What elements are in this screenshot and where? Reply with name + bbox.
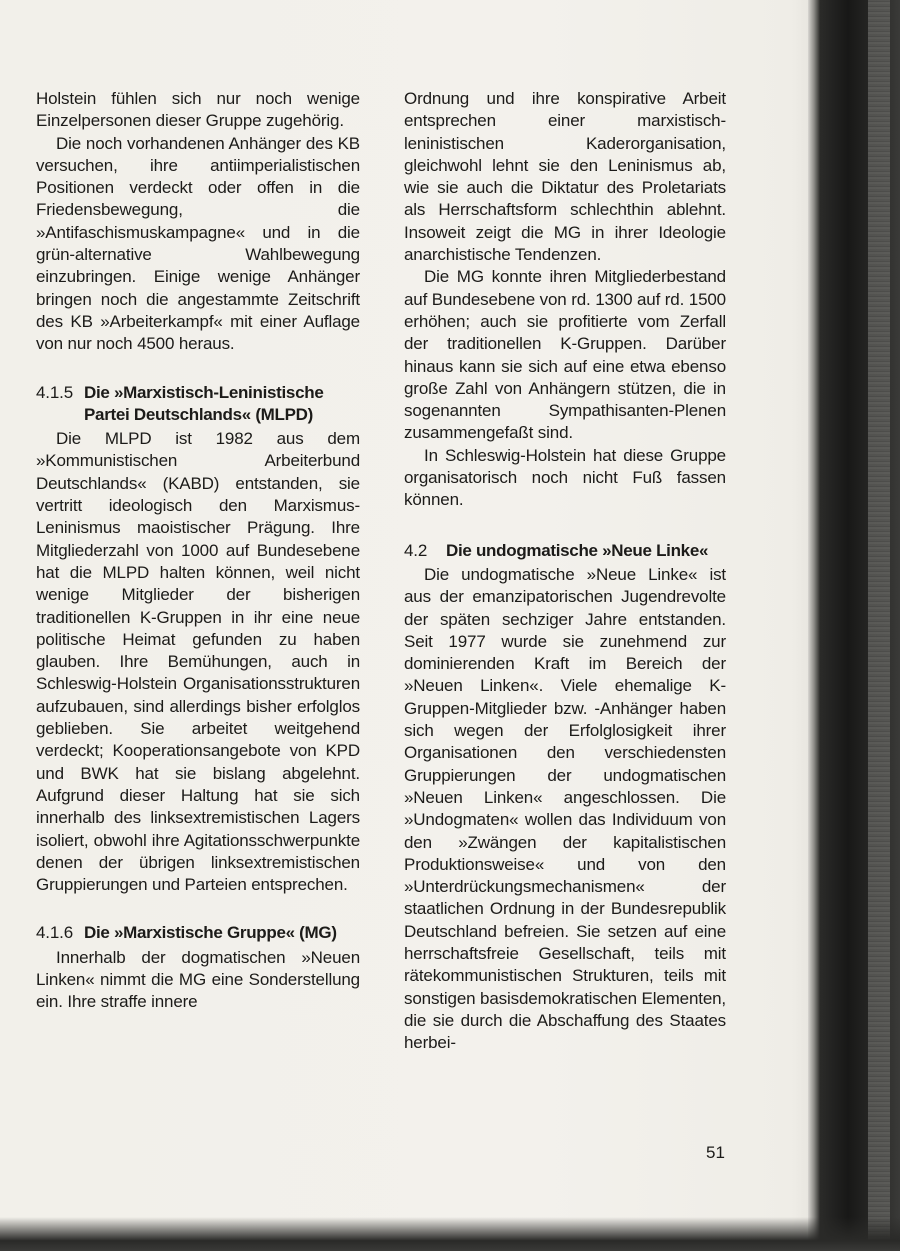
bottom-shadow: [0, 1217, 900, 1251]
section-heading-4-1-6: [36, 922, 360, 944]
paragraph: Innerhalb der dogmatischen »Neuen Linken« nimmt die MG eine Sonderstellung ein. Ihre straffe innere: [36, 947, 360, 1012]
section-heading-4-2: [404, 540, 726, 562]
section-title: Die »Marxistische Gruppe« (MG): [84, 923, 337, 943]
right-column: [404, 88, 726, 1054]
paragraph: Die noch vorhandenen Anhänger des KB versuchen, ihre antiimperialistischen Positionen verdeckt oder offen in die Friedensbewegung, die »Antifaschismuskampagne« und in die grün-alternative Wahlbewegung einzubringen. Einige wenige Anhänger bringen noch die angestammte Zeitschrift des KB »Arbeiterkampf« mit einer Auflage von nur noch 4500 heraus.: [36, 133, 360, 354]
paragraph: In Schleswig-Holstein hat diese Gruppe organisatorisch noch nicht Fuß fassen können.: [404, 445, 726, 510]
paragraph: Die undogmatische »Neue Linke« ist aus der emanzipatorischen Jugendrevolte der späten sechziger Jahre entstanden. Seit 1977 wurde sie zunehmend zur dominierenden Kraft im Bereich der »Neuen Linken«. Viele ehemalige K-Gruppen-Mitglieder bzw. -Anhänger haben sich wegen der Erfolglosigkeit ihrer Organisationen den verschiedensten Gruppierungen der undogmatischen »Neuen Linken« angeschlossen. Die »Undogmaten« wollen das Individuum von den »Zwängen der kapitalistischen Produktionsweise« und von den »Unterdrückungsmechanismen« der staatlichen Ordnung in der Bundesrepublik Deutschland befreien. Sie setzen auf eine herrschaftsfreie Gesellschaft, teils mit rätekommunistischen Strukturen, teils mit sonstigen basisdemokratischen Elementen, die sie durch die Abschaffung des Staates herbei-: [404, 564, 726, 1053]
section-title: Die »Marxistisch-Leninistische Partei Deutschlands« (MLPD): [84, 382, 324, 424]
section-number: 4.2: [404, 540, 428, 560]
book-spine-shadow: [808, 0, 900, 1251]
left-column: [36, 88, 360, 1014]
paragraph: Die MLPD ist 1982 aus dem »Kommunistischen Arbeiterbund Deutschlands« (KABD) entstanden, sie vertritt ideologisch den Marxismus-Leninismus maoistischer Prägung. Ihre Mitgliederzahl von 1000 auf Bundesebene hat die MLPD halten können, weil nicht wenige Mitglieder der bisherigen traditionellen K-Gruppen in ihr eine neue politische Heimat gefunden zu haben glauben. Ihre Bemühungen, auch in Schleswig-Holstein Organisationsstrukturen aufzubauen, sind allerdings bisher erfolglos geblieben. Sie arbeitet weitgehend verdeckt; Kooperationsangebote von KPD und BWK hat sie bislang abgelehnt. Aufgrund dieser Haltung hat sie sich innerhalb des linksextremistischen Lagers isoliert, obwohl ihre Agitationsschwerpunkte denen der übrigen linksextremistischen Gruppierungen und Parteien entsprechen.: [36, 429, 360, 895]
page-number: 51: [706, 1143, 725, 1162]
paragraph: Die MG konnte ihren Mitgliederbestand auf Bundesebene von rd. 1300 auf rd. 1500 erhöhen; auch sie profitierte vom Zerfall der traditionellen K-Gruppen. Darüber hinaus kann sie sich auf eine etwa ebenso große Zahl von Anhängern stützen, die in sogenannten Sympathisanten-Plenen zusammengefaßt sind.: [404, 267, 726, 443]
section-number: 4.1.6: [36, 923, 74, 943]
paragraph: Holstein fühlen sich nur noch wenige Einzelpersonen dieser Gruppe zugehörig.: [36, 89, 360, 131]
section-number: 4.1.5: [36, 382, 74, 402]
paragraph: Ordnung und ihre konspirative Arbeit entsprechen einer marxistisch-leninistischen Kaderorganisation, gleichwohl lehnt sie den Leninismus ab, wie sie auch die Diktatur des Proletariats als Herrschaftsform schlechthin ablehnt. Insoweit zeigt die MG in ihrer Ideologie anarchistische Tendenzen.: [404, 89, 726, 265]
page-edges: [868, 0, 890, 1251]
section-title: Die undogmatische »Neue Linke«: [446, 540, 709, 560]
section-heading-4-1-5: [36, 382, 360, 427]
